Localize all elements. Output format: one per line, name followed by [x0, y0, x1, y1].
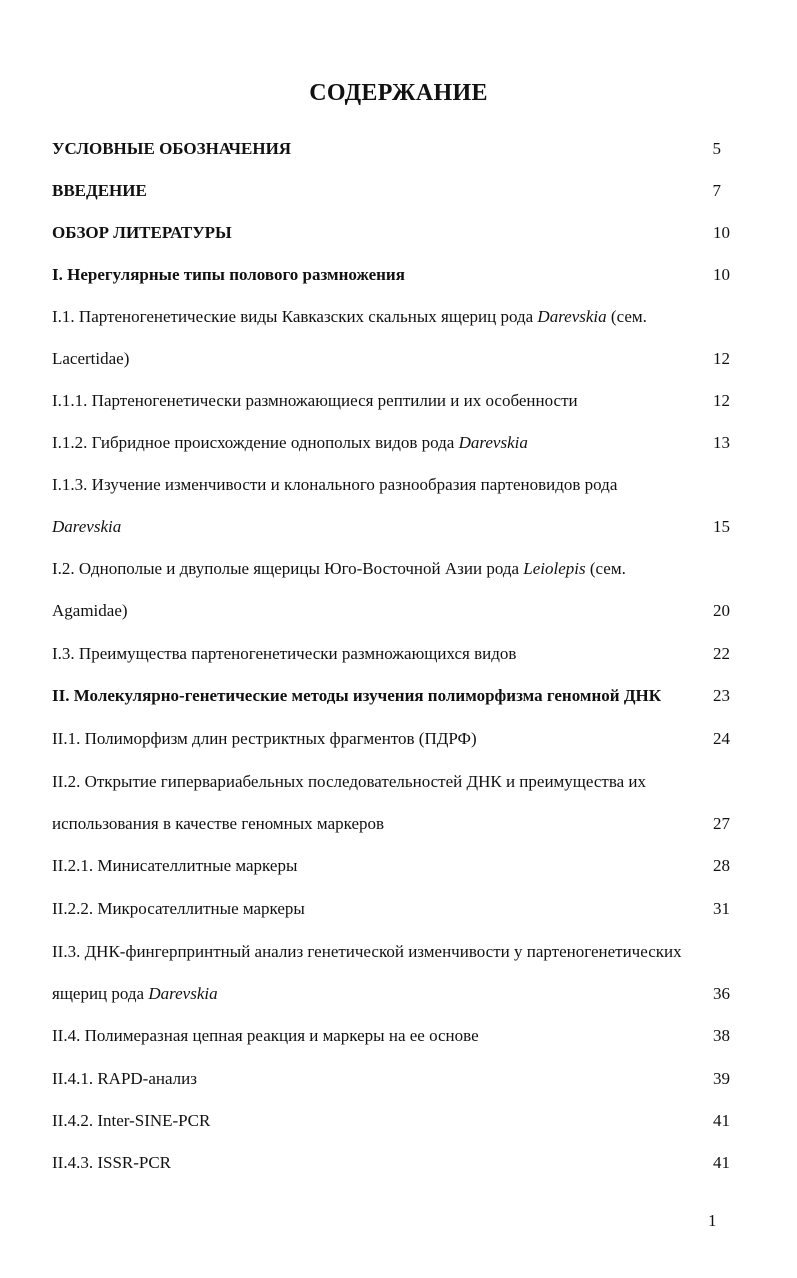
footer-page-number: 1 — [708, 1211, 717, 1230]
toc-page-number: 31 — [713, 899, 730, 918]
toc-page-number: 7 — [712, 181, 721, 200]
toc-page-number: 41 — [713, 1153, 730, 1172]
toc-page-number: 12 — [713, 349, 730, 368]
toc-entry-2-2-1: II.2.1. Минисателлитные маркеры — [52, 856, 298, 875]
toc-page-number: 36 — [713, 984, 730, 1003]
toc-entry-2-4-2: II.4.2. Inter-SINE-PCR — [52, 1111, 211, 1130]
page-title: СОДЕРЖАНИЕ — [309, 80, 488, 106]
toc-entry-2-1: II.1. Полиморфизм длин рестриктных фрагментов (ПДРФ) — [52, 729, 477, 748]
toc-page-number: 10 — [713, 265, 730, 284]
toc-entry-1-1-3: I.1.3. Изучение изменчивости и клонального разнообразия партеновидов рода — [52, 475, 618, 494]
toc-entry-continuation: Lacertidae) — [52, 349, 130, 368]
toc-entry-2-4: II.4. Полимеразная цепная реакция и маркеры на ее основе — [52, 1026, 479, 1045]
toc-entry-literature-review: ОБЗОР ЛИТЕРАТУРЫ — [52, 223, 232, 242]
toc-page-number: 5 — [712, 139, 721, 158]
toc-entry-continuation: ящериц рода Darevskia — [52, 984, 218, 1003]
toc-page-number: 22 — [713, 644, 730, 663]
toc-page-number: 20 — [713, 601, 730, 620]
toc-entry-conventions: УСЛОВНЫЕ ОБОЗНАЧЕНИЯ — [52, 139, 292, 158]
toc-entry-continuation: Agamidae) — [52, 601, 128, 620]
toc-page-number: 28 — [713, 856, 730, 875]
toc-entry-2-2: II.2. Открытие гипервариабельных последовательностей ДНК и преимущества их — [52, 772, 647, 791]
toc-entry-section-2: II. Молекулярно-генетические методы изучения полиморфизма геномной ДНК — [52, 686, 662, 705]
toc-page-number: 41 — [713, 1111, 730, 1130]
toc-page-number: 27 — [713, 814, 730, 833]
toc-entry-1-2: I.2. Однополые и двуполые ящерицы Юго-Восточной Азии рода Leiolepis (сем. — [52, 559, 626, 578]
toc-entry-introduction: ВВЕДЕНИЕ — [52, 181, 147, 200]
toc-page-number: 10 — [713, 223, 730, 242]
toc-entry-2-2-2: II.2.2. Микросателлитные маркеры — [52, 899, 305, 918]
toc-page-number: 12 — [713, 391, 730, 410]
toc-entry-1-1-1: I.1.1. Партеногенетически размножающиеся рептилии и их особенности — [52, 391, 578, 410]
toc-entry-2-4-1: II.4.1. RAPD-анализ — [52, 1069, 197, 1088]
toc-page-number: 24 — [713, 729, 730, 748]
toc-entry-continuation: использования в качестве геномных маркеров — [52, 814, 385, 833]
toc-entry-1-1-2: I.1.2. Гибридное происхождение однополых видов рода Darevskia — [52, 433, 528, 452]
toc-entry-1-3: I.3. Преимущества партеногенетически размножающихся видов — [52, 644, 517, 663]
toc-page-number: 15 — [713, 517, 730, 536]
toc-page-number: 23 — [713, 686, 730, 705]
toc-entry-2-4-3: II.4.3. ISSR-PCR — [52, 1153, 172, 1172]
toc-entry-2-3: II.3. ДНК-фингерпринтный анализ генетической изменчивости у партеногенетических — [52, 942, 682, 961]
toc-page-number: 38 — [713, 1026, 730, 1045]
toc-entry-section-1: I. Нерегулярные типы полового размножения — [52, 265, 405, 284]
toc-entry-continuation: Darevskia — [52, 517, 122, 536]
toc-page-number: 39 — [713, 1069, 730, 1088]
toc-entry-1-1: I.1. Партеногенетические виды Кавказских скальных ящериц рода Darevskia (сем. — [52, 307, 647, 326]
toc-page-number: 13 — [713, 433, 730, 452]
